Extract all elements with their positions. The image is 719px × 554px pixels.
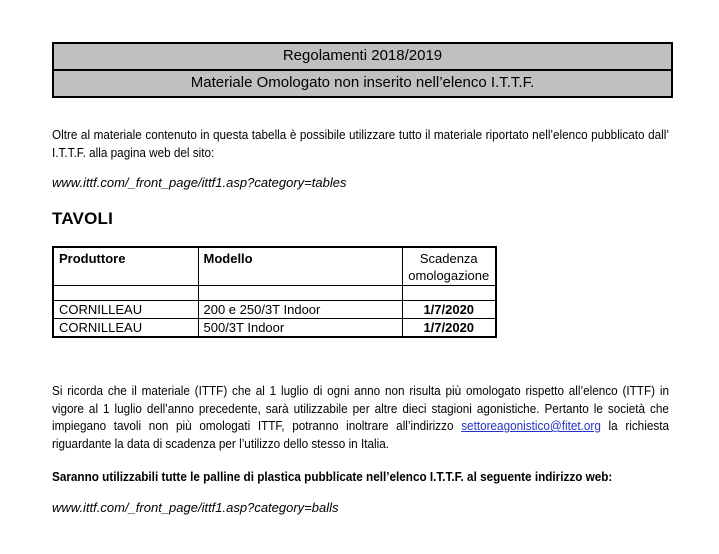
column-header-modello: Modello [198, 247, 402, 286]
table-row [53, 319, 496, 338]
table-cell-modello: 500/3T Indoor [198, 319, 402, 338]
balls-paragraph: Saranno utilizzabili tutte le palline di plastica pubblicate nell’elenco I.T.T.F. al seguente indirizzo web: [52, 469, 613, 484]
table-cell [53, 286, 198, 301]
table-row [53, 301, 496, 319]
note-text-after-link: la richiesta riguardante la data di scadenza per l’utilizzo dello stesso in Italia. [52, 418, 669, 451]
table-cell-modello: 200 e 250/3T Indoor [198, 301, 402, 319]
tables-url-text: www.ittf.com/_front_page/ittf1.asp?category=tables [52, 175, 347, 190]
tavoli-table [52, 246, 497, 338]
banner-subtitle: Materiale Omologato non inserito nell’elenco I.T.T.F. [190, 74, 535, 91]
intro-paragraph: Oltre al materiale contenuto in questa tabella è possibile utilizzare tutto il materiale riportato nell’elenco pubblicato dall’ I.T.T.F. alla pagina web del sito: [52, 127, 669, 160]
balls-url-text: www.ittf.com/_front_page/ittf1.asp?category=balls [52, 500, 339, 515]
column-header-scadenza: Scadenza omologazione [402, 247, 496, 286]
table-cell-produttore: CORNILLEAU [53, 301, 198, 319]
header-banner [52, 42, 673, 98]
table-cell [402, 286, 496, 301]
table-cell-scadenza: 1/7/2020 [402, 301, 496, 319]
section-title-tavoli: TAVOLI [52, 209, 114, 228]
table-cell-produttore: CORNILLEAU [53, 319, 198, 338]
table-row [53, 286, 496, 301]
note-text-before-link: Si ricorda che il materiale (ITTF) che al 1 luglio di ogni anno non risulta più omologato rispetto all’elenco (ITTF) in vigore al 1 luglio dell’anno precedente, sarà utilizzabile per altre dieci stagioni agonistiche. Pertanto le società che impiegano tavoli non più omologati ITTF, potranno inoltrare all’indirizzo [52, 383, 669, 433]
banner-title: Regolamenti 2018/2019 [54, 44, 671, 71]
table-cell-scadenza: 1/7/2020 [402, 319, 496, 338]
email-link[interactable]: settoreagonistico@fitet.org [461, 418, 601, 433]
table-cell [198, 286, 402, 301]
column-header-produttore: Produttore [53, 247, 198, 286]
table-header-row [53, 247, 496, 286]
note-paragraph [52, 382, 669, 452]
